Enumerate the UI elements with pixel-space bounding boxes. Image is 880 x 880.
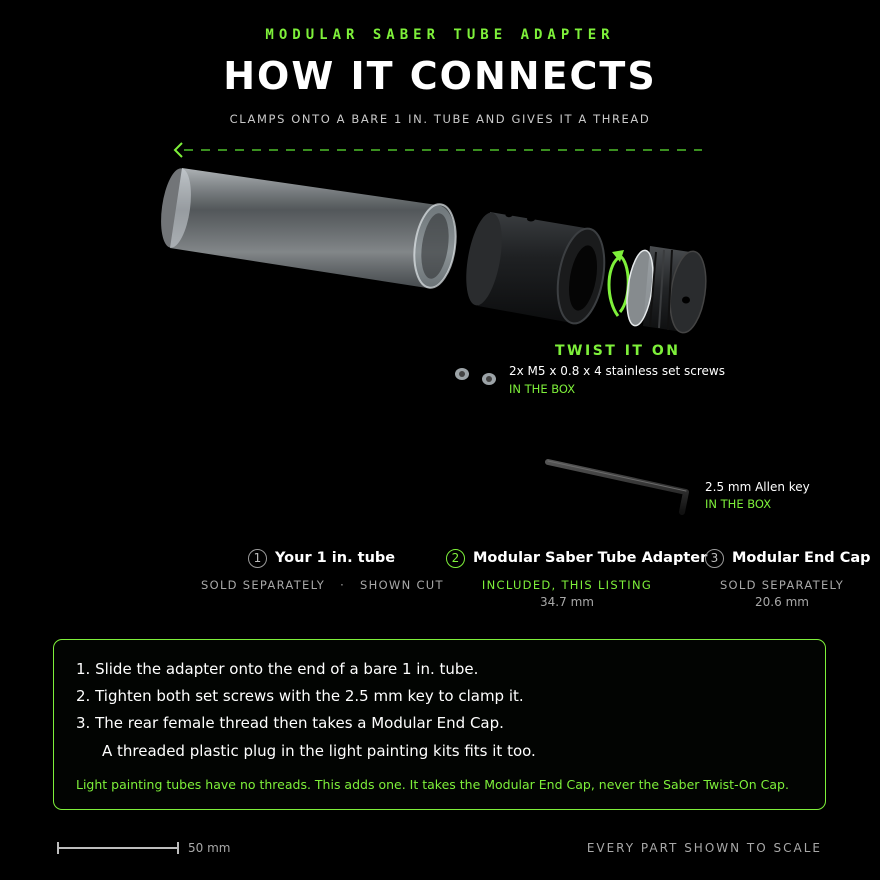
part-2-sub: INCLUDED, THIS LISTING bbox=[481, 578, 653, 592]
step-1: 1. Slide the adapter onto the end of a bare 1 in. tube. bbox=[76, 660, 479, 678]
part-1-sub-a: SOLD SEPARATELY bbox=[201, 578, 326, 592]
part-2-number: 2 bbox=[446, 549, 465, 568]
part-3-name: Modular End Cap bbox=[732, 550, 871, 566]
twist-arrow-icon bbox=[609, 250, 628, 316]
allen-key-in-box-label: IN THE BOX bbox=[705, 497, 772, 511]
allen-key-image bbox=[548, 461, 686, 512]
scale-bar bbox=[57, 842, 179, 854]
set-screws-label: 2x M5 x 0.8 x 4 stainless set screws bbox=[509, 364, 725, 378]
twist-callout: TWIST IT ON bbox=[555, 343, 681, 359]
part-3-number: 3 bbox=[705, 549, 724, 568]
end-cap-image bbox=[623, 246, 711, 335]
part-1-separator: · bbox=[340, 578, 346, 592]
part-1-sub bbox=[201, 578, 444, 592]
part-2-dimension: 34.7 mm bbox=[540, 595, 594, 609]
part-3-dimension: 20.6 mm bbox=[755, 595, 809, 609]
scale-label: 50 mm bbox=[188, 841, 231, 855]
eyebrow-label: MODULAR SABER TUBE ADAPTER bbox=[265, 27, 615, 43]
set-screws-image bbox=[455, 368, 496, 385]
step-2: 2. Tighten both set screws with the 2.5 mm key to clamp it. bbox=[76, 687, 524, 705]
set-screws-in-box-label: IN THE BOX bbox=[509, 382, 576, 396]
part-3-heading bbox=[705, 547, 871, 569]
page-title: HOW IT CONNECTS bbox=[223, 54, 657, 98]
compatibility-note: Light painting tubes have no threads. This adds one. It takes the Modular End Cap, never the Saber Twist-On Cap. bbox=[76, 777, 789, 792]
direction-arrow-icon bbox=[175, 143, 702, 157]
step-3-detail: A threaded plastic plug in the light painting kits fits it too. bbox=[102, 742, 536, 760]
part-2-name: Modular Saber Tube Adapter bbox=[473, 550, 708, 566]
part-1-name: Your 1 in. tube bbox=[275, 550, 396, 566]
part-2-heading bbox=[446, 547, 707, 569]
tube-image bbox=[157, 166, 461, 290]
part-1-sub-b: SHOWN CUT bbox=[360, 578, 444, 592]
part-1-number: 1 bbox=[248, 549, 267, 568]
instructions-panel bbox=[53, 639, 826, 810]
adapter-image bbox=[460, 210, 611, 327]
part-3-sub: SOLD SEPARATELY bbox=[719, 578, 845, 592]
scale-note: EVERY PART SHOWN TO SCALE bbox=[586, 841, 822, 855]
allen-key-label: 2.5 mm Allen key bbox=[705, 480, 810, 494]
part-1-heading bbox=[248, 547, 395, 569]
step-3: 3. The rear female thread then takes a Modular End Cap. bbox=[76, 714, 504, 732]
page-subtitle: CLAMPS ONTO A BARE 1 IN. TUBE AND GIVES IT A THREAD bbox=[229, 112, 651, 126]
